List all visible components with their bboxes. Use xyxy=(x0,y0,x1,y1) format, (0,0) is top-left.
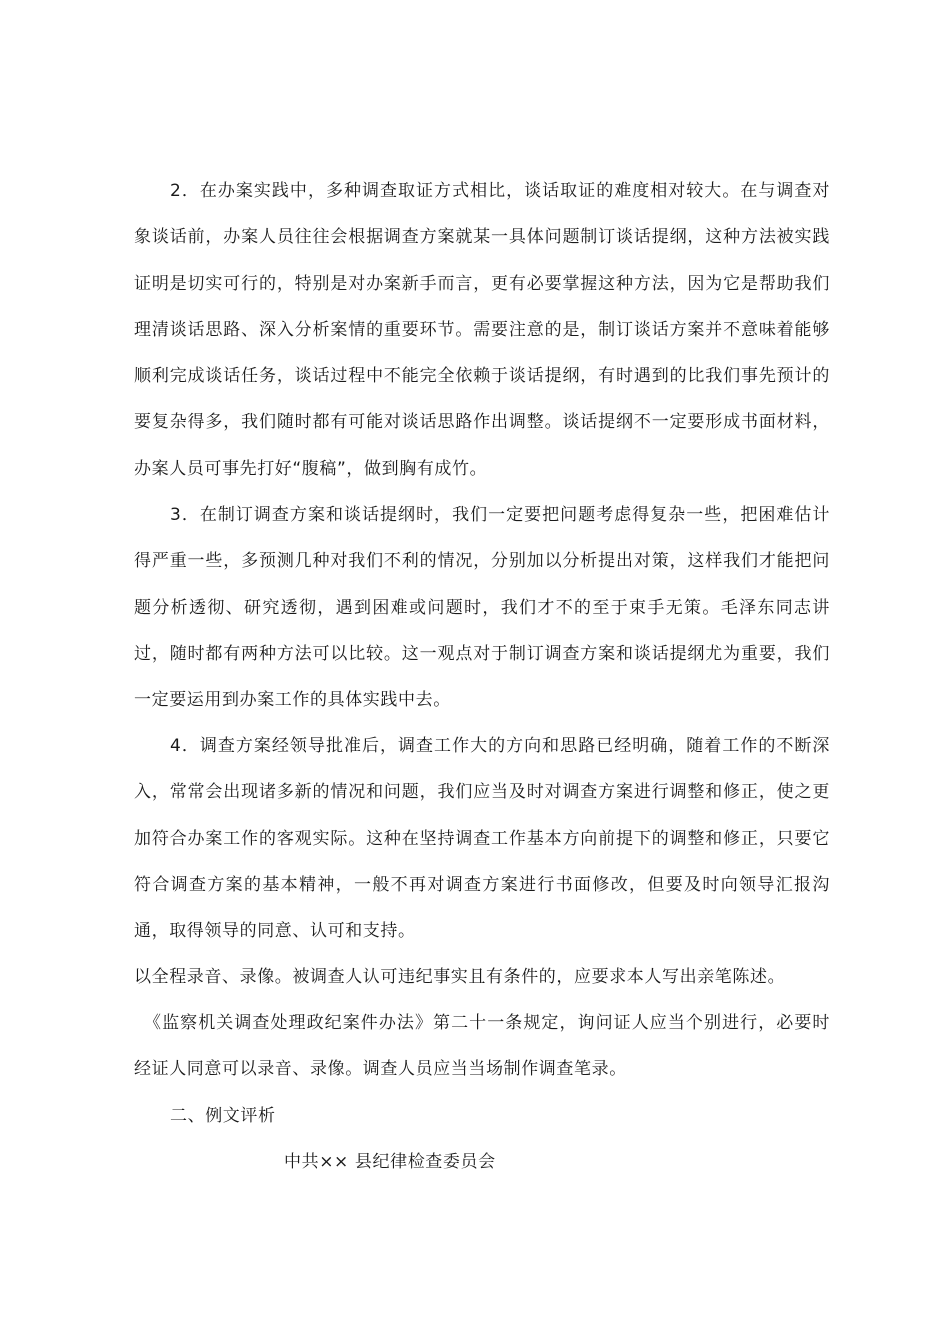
paragraph-regulation-citation: 《监察机关调查处理政纪案件办法》第二十一条规定，询问证人应当个别进行，必要时经证人同意可以录音、录像。调查人员应当当场制作调查笔录。 xyxy=(134,1013,830,1080)
paragraph-continuation: 以全程录音、录像。被调查人认可违纪事实且有条件的，应要求本人写出亲笔陈述。 xyxy=(134,967,786,987)
issuer-line: 中共×× 县纪律检查委员会 xyxy=(284,1152,496,1172)
paragraph-item-2: 2．在办案实践中，多种调查取证方式相比，谈话取证的难度相对较大。在与调查对象谈话前，办案人员往往会根据调查方案就某一具体问题制订谈话提纲，这种方法被实践证明是切实可行的，特别是对办案新手而言，更有必要掌握这种方法，因为它是帮助我们理清谈话思路、深入分析案情的重要环节。需要注意的是，制订谈话方案并不意味着能够顺利完成谈话任务，谈话过程中不能完全依赖于谈话提纲，有时遇到的比我们事先预计的要复杂得多，我们随时都有可能对谈话思路作出调整。谈话提纲不一定要形成书面材料，办案人员可事先打好“腹稿”，做到胸有成竹。 xyxy=(134,181,830,479)
paragraph-item-3: 3．在制订调查方案和谈话提纲时，我们一定要把问题考虑得复杂一些，把困难估计得严重一些，多预测几种对我们不利的情况，分别加以分析提出对策，这样我们才能把问题分析透彻、研究透彻，遇到困难或问题时，我们才不的至于束手无策。毛泽东同志讲过，随时都有两种方法可以比较。这一观点对于制订调查方案和谈话提纲尤为重要，我们一定要运用到办案工作的具体实践中去。 xyxy=(134,505,830,711)
paragraph-item-4: 4．调查方案经领导批准后，调查工作大的方向和思路已经明确，随着工作的不断深入，常常会出现诸多新的情况和问题，我们应当及时对调查方案进行调整和修正，使之更加符合办案工作的客观实际。这种在坚持调查工作基本方向前提下的调整和修正，只要它符合调查方案的基本精神，一般不再对调查方案进行书面修改，但要及时向领导汇报沟通，取得领导的同意、认可和支持。 xyxy=(134,736,830,942)
section-heading: 二、例文评析 xyxy=(170,1106,276,1126)
